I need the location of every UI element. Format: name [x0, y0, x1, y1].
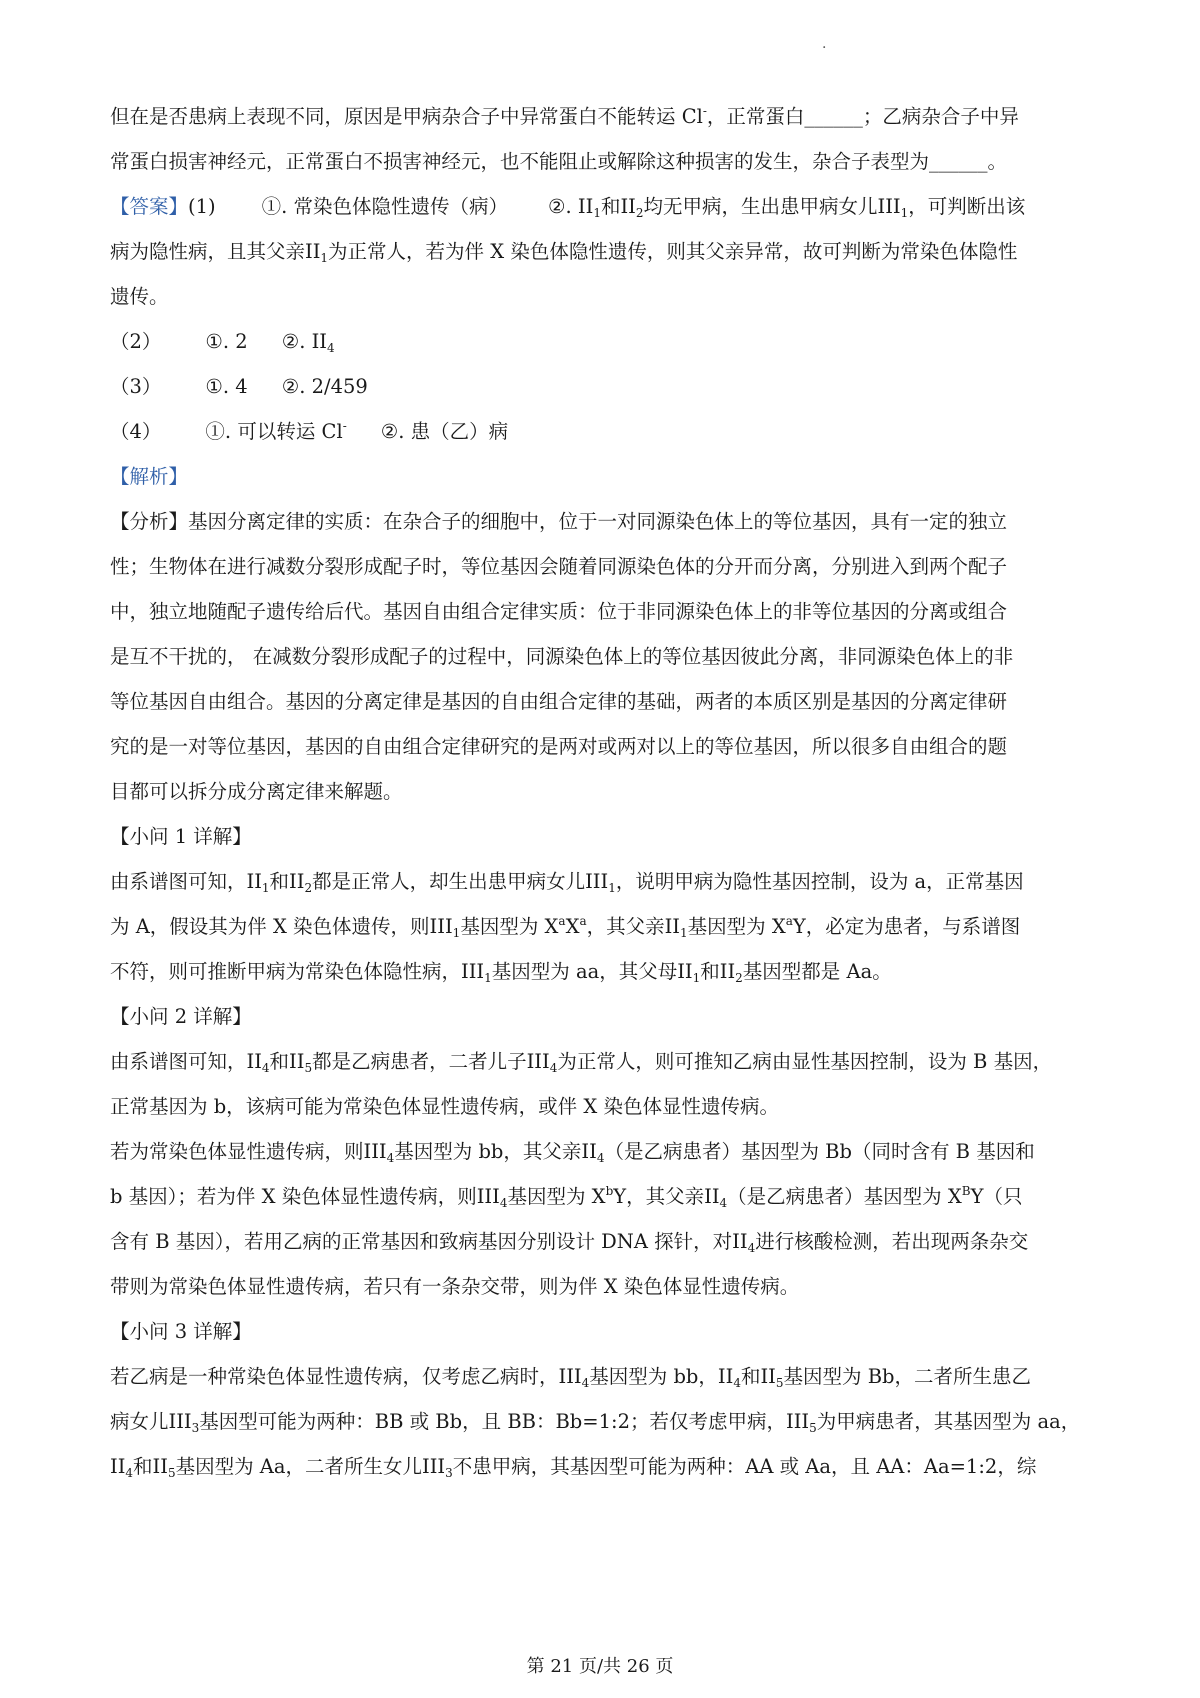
text: Y，其父亲II: [613, 1185, 720, 1208]
analysis-line: 目都可以拆分成分离定律来解题。: [110, 780, 403, 803]
answer-number: (1): [188, 195, 216, 218]
superscript: a: [579, 914, 587, 928]
explanation-line: [110, 1039, 1085, 1084]
analysis-line: 性；生物体在进行减数分裂形成配子时，等位基因会随着同源染色体的分开而分离，分别进入到两个配子: [110, 555, 1008, 578]
explanation-line: [110, 1399, 1085, 1444]
subscript: 1: [484, 971, 492, 985]
subscript: 1: [692, 971, 701, 985]
subscript: 4: [747, 1241, 756, 1255]
text: （是乙病患者）基因型为 Bb（同时含有 B 基因和: [604, 1140, 1035, 1163]
answer-line: 遗传。: [110, 285, 169, 308]
text: 基因型为 bb，II: [589, 1365, 734, 1388]
question-line: [110, 94, 1085, 139]
subscript: 1: [452, 926, 461, 940]
text: 若为常染色体显性遗传病，则III: [110, 1140, 387, 1163]
text: 和II: [600, 195, 636, 218]
text: ，正常蛋白______；乙病杂合子中异: [706, 105, 1019, 128]
subscript: 2: [304, 881, 313, 895]
analysis-line: 究的是一对等位基因，基因的自由组合定律研究的是两对或两对以上的等位基因，所以很多自由组合的题: [110, 735, 1008, 758]
text: 都是正常人，却生出患甲病女儿III: [312, 870, 609, 893]
page-number: 第 21 页/共 26 页: [526, 1656, 674, 1677]
text: 但在是否患病上表现不同，原因是甲病杂合子中异常蛋白不能转运 Cl: [110, 105, 703, 128]
explanation-line: 正常基因为 b，该病可能为常染色体显性遗传病，或伴 X 染色体显性遗传病。: [110, 1095, 779, 1118]
answer-number: （4）: [110, 420, 162, 443]
explanation-line: 带则为常染色体显性遗传病，若只有一条杂交带，则为伴 X 染色体显性遗传病。: [110, 1275, 800, 1298]
answer-line: [110, 409, 1085, 454]
explanation-line: [110, 904, 1085, 949]
text: ②. II: [548, 195, 594, 218]
text: 为正常人，若为伴 X 染色体隐性遗传，则其父亲异常，故可判断为常染色体隐性: [328, 240, 1018, 263]
header-dot: ·: [822, 40, 827, 56]
text: 为甲病患者，其基因型为 aa，: [816, 1410, 1081, 1433]
subscript: 1: [593, 206, 601, 220]
subscript: 4: [581, 1376, 590, 1390]
text: 和II: [133, 1455, 168, 1478]
subscript: 1: [608, 881, 616, 895]
text: 和II: [700, 960, 736, 983]
text: 由系谱图可知，II: [110, 870, 262, 893]
text: 基因型可能为两种：BB 或 Bb，且 BB：Bb=1:2；若仅考虑甲病，III: [199, 1410, 810, 1433]
answer-number: （3）: [110, 375, 162, 398]
subscript: 4: [719, 1196, 728, 1210]
text: 由系谱图可知，II: [110, 1050, 262, 1073]
text: 为正常人，则可推知乙病由显性基因控制，设为 B 基因，: [557, 1050, 1053, 1073]
explanation-line: [110, 1444, 1085, 1489]
subscript: 4: [125, 1466, 134, 1480]
text: 都是乙病患者，二者儿子III: [312, 1050, 550, 1073]
answer-tag: 【答案】: [110, 195, 189, 218]
answer-part: ②. 2/459: [281, 375, 368, 398]
superscript: a: [785, 914, 793, 928]
text: 基因型为 X: [460, 915, 559, 938]
text: 基因型为 bb，其父亲II: [394, 1140, 597, 1163]
answer-number: （2）: [110, 330, 162, 353]
subscript: 5: [775, 1376, 784, 1390]
subquestion-2-heading: 【小问 2 详解】: [110, 1005, 252, 1028]
text: 和II: [269, 1050, 305, 1073]
superscript: -: [702, 104, 707, 118]
subscript: 3: [191, 1421, 200, 1435]
subscript: 2: [635, 206, 644, 220]
question-line: 常蛋白损害神经元，正常蛋白不损害神经元，也不能阻止或解除这种损害的发生，杂合子表型为______。: [110, 150, 1008, 173]
answer-line: [110, 184, 1085, 229]
subscript: 2: [735, 971, 743, 985]
text: 病女儿III: [110, 1410, 192, 1433]
text: ，说明甲病为隐性基因控制，设为 a，正常基因: [615, 870, 1024, 893]
analysis-line: 中，独立地随配子遗传给后代。基因自由组合定律实质：位于非同源染色体上的非等位基因的分离或组合: [110, 600, 1008, 623]
subscript: 1: [680, 926, 688, 940]
subscript: 4: [733, 1376, 741, 1390]
subscript: 5: [304, 1061, 313, 1075]
text: Y（只: [970, 1185, 1023, 1208]
explanation-line: [110, 1354, 1085, 1399]
explanation-line: [110, 1129, 1085, 1174]
subscript: 5: [809, 1421, 817, 1435]
answer-part: ①. 4: [205, 375, 248, 398]
text: 若乙病是一种常染色体显性遗传病，仅考虑乙病时，III: [110, 1365, 582, 1388]
text: 和II: [740, 1365, 776, 1388]
superscript: B: [961, 1184, 971, 1198]
subscript: 4: [549, 1061, 558, 1075]
text: 进行核酸检测，若出现两条杂交: [755, 1230, 1029, 1253]
text: 基因型为 Aa，二者所生女儿III: [175, 1455, 446, 1478]
explanation-line: [110, 1219, 1085, 1264]
text: 含有 B 基因），若用乙病的正常基因和致病基因分别设计 DNA 探针，对II: [110, 1230, 748, 1253]
text: （是乙病患者）基因型为 X: [727, 1185, 962, 1208]
text: ，可判断出该: [908, 195, 1026, 218]
subquestion-3-heading: 【小问 3 详解】: [110, 1320, 252, 1343]
explanation-line: [110, 859, 1085, 904]
text: 均无甲病，生出患甲病女儿III: [643, 195, 901, 218]
text: 不符，则可推断甲病为常染色体隐性病，III: [110, 960, 485, 983]
text: II: [110, 1455, 126, 1478]
analysis-line: 【分析】基因分离定律的实质：在杂合子的细胞中，位于一对同源染色体上的等位基因，具有一定的独立: [110, 510, 1008, 533]
superscript: a: [558, 914, 566, 928]
text: X: [565, 915, 580, 938]
subscript: 5: [167, 1466, 176, 1480]
subscript: 4: [261, 1061, 270, 1075]
subscript: 4: [499, 1196, 508, 1210]
answer-part: ②. II: [281, 330, 328, 353]
subscript: 1: [261, 881, 270, 895]
subscript: 4: [327, 341, 335, 355]
subquestion-1-heading: 【小问 1 详解】: [110, 825, 252, 848]
text: 基因型都是 Aa。: [742, 960, 892, 983]
answer-part: ①. 2: [205, 330, 248, 353]
explanation-line: [110, 1174, 1085, 1219]
text: 和II: [269, 870, 305, 893]
text: 基因型为 X: [687, 915, 786, 938]
subscript: 1: [900, 206, 909, 220]
subscript: 3: [445, 1466, 453, 1480]
answer-part: ②. 患（乙）病: [380, 420, 509, 443]
superscript: b: [605, 1184, 614, 1198]
subscript: 1: [320, 251, 329, 265]
text: ，其父亲II: [586, 915, 681, 938]
answer-line: [110, 319, 1085, 364]
text: 基因型为 Bb，二者所生患乙: [783, 1365, 1032, 1388]
superscript: -: [342, 419, 347, 433]
analysis-line: 等位基因自由组合。基因的分离定律是基因的自由组合定律的基础，两者的本质区别是基因的分离定律研: [110, 690, 1008, 713]
answer-line: [110, 364, 1085, 409]
text: 基因型为 X: [507, 1185, 606, 1208]
explanation-line: [110, 949, 1085, 994]
subscript: 4: [386, 1151, 395, 1165]
text: 病为隐性病，且其父亲II: [110, 240, 321, 263]
answer-part: ①. 常染色体隐性遗传（病）: [261, 195, 509, 218]
text: 基因型为 aa，其父母II: [491, 960, 693, 983]
text: b 基因）；若为伴 X 染色体显性遗传病，则III: [110, 1185, 500, 1208]
text: Y，必定为患者，与系谱图: [792, 915, 1021, 938]
text: 不患甲病，其基因型可能为两种：AA 或 Aa，且 AA：Aa=1:2，综: [452, 1455, 1037, 1478]
analysis-tag: 【解析】: [110, 465, 189, 488]
answer-part: ①. 可以转运 Cl: [205, 420, 343, 443]
text: 为 A，假设其为伴 X 染色体遗传，则III: [110, 915, 453, 938]
page-content: [110, 94, 1085, 1489]
analysis-line: 是互不干扰的， 在减数分裂形成配子的过程中，同源染色体上的等位基因彼此分离，非同源染色体上的非: [110, 645, 1014, 668]
answer-line: [110, 229, 1085, 274]
subscript: 4: [596, 1151, 605, 1165]
